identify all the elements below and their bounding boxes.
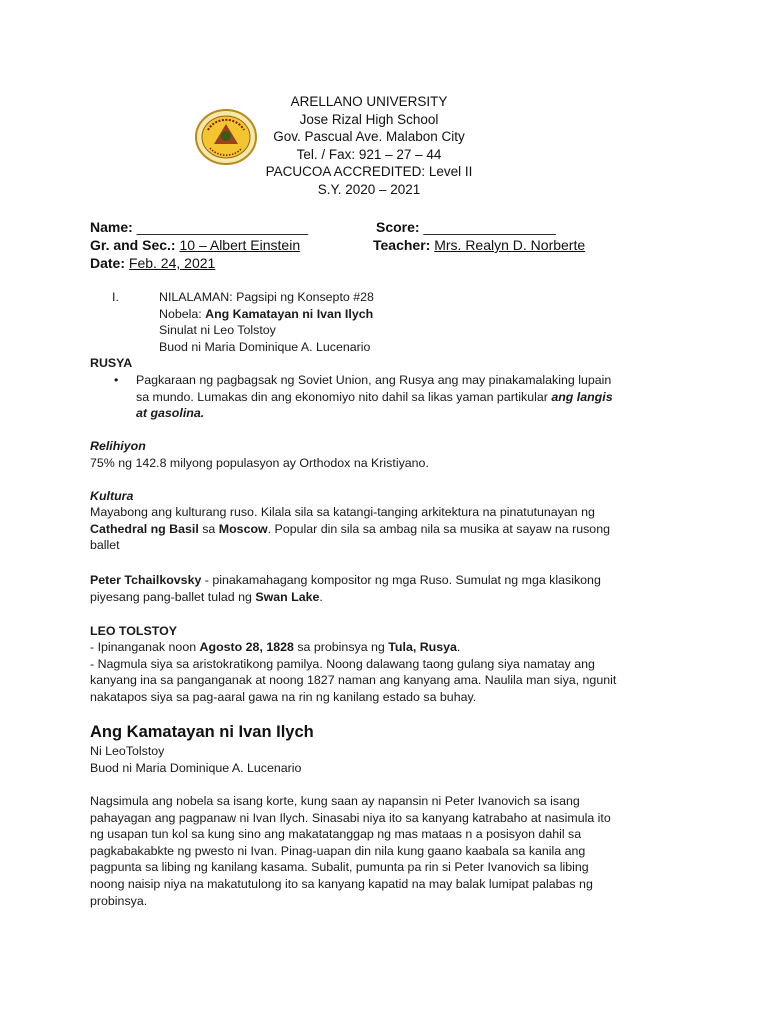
bullet-icon: • xyxy=(114,373,119,387)
novel-title: Ang Kamatayan ni Ivan Ilych xyxy=(205,306,374,321)
tolstoy-text xyxy=(90,639,616,705)
story-line: probinsya. xyxy=(90,893,148,908)
rusya-heading: RUSYA xyxy=(90,356,133,370)
kultura-sa: sa xyxy=(198,521,219,536)
kultura-line-1: Mayabong ang kulturang ruso. Kilala sila sa katangi-tanging arkitektura na pinatutunayan ng xyxy=(90,505,595,519)
kultura-line-2-rest: . Popular din sila sa ambag nila sa musika at sayaw na rusong xyxy=(267,521,610,536)
moscow-text: Moscow xyxy=(218,521,268,536)
birthplace-text: Tula, Rusya xyxy=(388,640,457,654)
kultura-text xyxy=(90,504,610,554)
section-numeral: I. xyxy=(112,290,119,304)
section-content xyxy=(159,289,374,355)
summary-line: Buod ni Maria Dominique A. Lucenario xyxy=(159,339,371,354)
story-line: pahayagan ang pagpanaw ni Ivan Ilych. Sinasabi niya ito sa kanyang katrabaho at nasimula ito xyxy=(90,810,611,825)
rusya-line-2-emph: ang langis xyxy=(551,389,613,404)
story-summary-by: Buod ni Maria Dominique A. Lucenario xyxy=(90,761,302,775)
rusya-line-3: at gasolina. xyxy=(136,406,205,421)
story-line: Nagsimula ang nobela sa isang korte, kung saan ay napansin ni Peter Ivanovich sa isang xyxy=(90,794,580,808)
date-value: Feb. 24, 2021 xyxy=(128,255,216,271)
school-seal-logo xyxy=(194,108,258,166)
tolstoy-l1c: sa probinsya ng xyxy=(293,640,389,654)
birthdate-text: Agosto 28, 1828 xyxy=(199,640,294,654)
date-row xyxy=(90,254,215,272)
tolstoy-l1e: . xyxy=(456,640,461,654)
kultura-line-3: ballet xyxy=(90,538,120,553)
accreditation: PACUCOA ACCREDITED: Level II xyxy=(265,164,473,180)
name-blank: ______________________ xyxy=(136,219,308,235)
school-header xyxy=(250,93,488,199)
tolstoy-line-3: kanyang ina sa panganganak at noong 1827 naman ang kanyang ama. Naulila man siya, ngunit xyxy=(90,673,617,688)
cathedral-text: Cathedral ng Basil xyxy=(90,521,199,536)
teacher-label: Teacher: xyxy=(373,237,431,253)
date-label: Date: xyxy=(90,255,126,271)
story-line: ng usapan tun kol sa kung sino ang makatatanggap ng mas mataas n a posisyon dahil sa xyxy=(90,827,582,842)
story-title: Ang Kamatayan ni Ivan Ilych xyxy=(90,723,314,741)
story-line: noong naisip niya na makatutulong ito sa kanyang kapatid na may balak lumipat palabas ng xyxy=(90,876,593,891)
score-label: Score: xyxy=(376,219,420,235)
teacher-row xyxy=(373,236,585,254)
tolstoy-line-4: nakatapos siya sa pag-aaral gawa na rin ng kanilang estado sa buhay. xyxy=(90,689,477,704)
teacher-value: Mrs. Realyn D. Norberte xyxy=(434,237,586,253)
name-row xyxy=(90,218,308,236)
novel-prefix: Nobela: xyxy=(159,306,206,321)
story-paragraph xyxy=(90,793,611,909)
kultura-line-2 xyxy=(90,521,610,538)
tchaikovsky-period: . xyxy=(319,589,323,604)
tchaikovsky-paragraph xyxy=(90,572,601,605)
tchaikovsky-line-2-text: piyesang pang-ballet tulad ng xyxy=(90,589,256,604)
tchaikovsky-line-1-rest: - pinakamahagang kompositor ng mga Ruso. Sumulat ng mga klasikong xyxy=(201,573,601,587)
score-blank: _________________ xyxy=(423,219,556,235)
tchaikovsky-line-1 xyxy=(90,572,601,589)
school-year: S.Y. 2020 – 2021 xyxy=(317,181,421,197)
relihiyon-text: 75% ng 142.8 milyong populasyon ay Orthodox na Kristiyano. xyxy=(90,456,429,470)
swan-lake-text: Swan Lake xyxy=(255,589,320,604)
university-name: ARELLANO UNIVERSITY xyxy=(290,94,448,109)
tolstoy-line-2: - Nagmula siya sa aristokratikong pamilya. Noong dalawang taong gulang siya namatay ang xyxy=(90,656,595,671)
school-tel: Tel. / Fax: 921 – 27 – 44 xyxy=(296,146,442,162)
score-row xyxy=(376,218,556,236)
grade-value: 10 – Albert Einstein xyxy=(179,237,301,253)
relihiyon-heading: Relihiyon xyxy=(90,439,146,453)
school-address: Gov. Pascual Ave. Malabon City xyxy=(273,129,465,145)
content-label: NILALAMAN: Pagsipi ng Konsepto #28 xyxy=(159,290,374,304)
author-line: Sinulat ni Leo Tolstoy xyxy=(159,323,276,338)
tolstoy-heading: LEO TOLSTOY xyxy=(90,624,177,638)
tchaikovsky-line-2 xyxy=(90,589,601,606)
kultura-heading: Kultura xyxy=(90,489,134,503)
novel-line xyxy=(159,306,374,323)
tchaikovsky-name: Peter Tchailkovsky xyxy=(90,573,202,587)
story-line: pagkabakabkte ng pwesto ni Ivan. Pinag-uapan din nila kung gaano kaabala sa kanila ang xyxy=(90,843,586,858)
tolstoy-line-1 xyxy=(90,639,616,656)
rusya-line-1: Pagkaraan ng pagbagsak ng Soviet Union, ang Rusya ang may pinakamalaking lupain xyxy=(136,373,612,387)
story-byline: Ni LeoTolstoy xyxy=(90,744,165,758)
tolstoy-l1a: - Ipinanganak noon xyxy=(90,640,200,654)
school-name: Jose Rizal High School xyxy=(299,111,439,127)
grade-row xyxy=(90,236,300,254)
story-line: pagpunta sa libing ng kanilang kasama. Subalit, pumunta pa rin si Peter Ivanovich sa libing xyxy=(90,860,589,875)
name-label: Name: xyxy=(90,219,133,235)
rusya-bullet xyxy=(136,372,613,422)
rusya-line-2-text: sa mundo. Lumakas din ang ekonomiyo nito dahil sa likas yaman partikular xyxy=(136,389,552,404)
rusya-line-2 xyxy=(136,389,613,406)
grade-label: Gr. and Sec.: xyxy=(90,237,176,253)
